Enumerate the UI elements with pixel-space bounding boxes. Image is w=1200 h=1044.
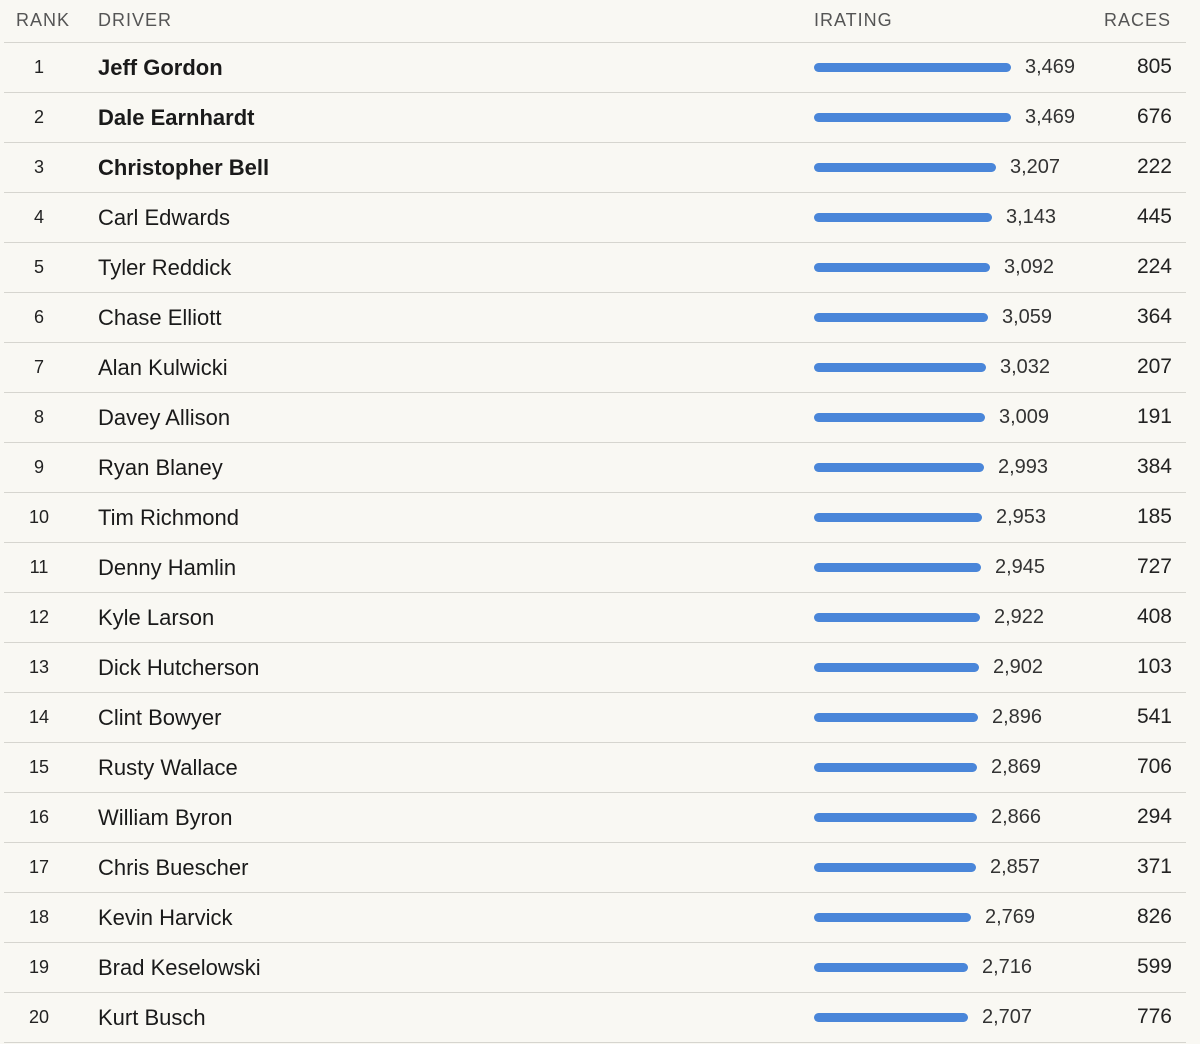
irating-value: 2,869 — [991, 756, 1042, 778]
driver-name[interactable]: William Byron — [98, 805, 233, 830]
irating-bar — [814, 363, 986, 372]
header-races[interactable]: RACES — [1103, 10, 1171, 30]
irating-bar — [814, 963, 968, 972]
table-row[interactable] — [4, 193, 1186, 243]
races-cell: 541 — [1136, 705, 1172, 728]
irating-bar — [814, 913, 971, 922]
races-cell: 408 — [1136, 605, 1172, 628]
table-row[interactable] — [4, 843, 1186, 893]
races-cell: 805 — [1136, 55, 1172, 78]
irating-bar — [814, 563, 981, 572]
rank-cell: 13 — [28, 657, 50, 677]
races-cell: 776 — [1136, 1005, 1172, 1028]
driver-name[interactable]: Kevin Harvick — [98, 905, 233, 930]
driver-name[interactable]: Chase Elliott — [98, 305, 222, 330]
irating-bar — [814, 263, 990, 272]
races-cell: 294 — [1136, 805, 1172, 828]
irating-value: 2,769 — [985, 906, 1036, 928]
irating-value: 3,059 — [1002, 306, 1053, 328]
races-cell: 599 — [1136, 955, 1172, 978]
header-rank[interactable]: RANK — [16, 10, 71, 30]
irating-bar — [814, 63, 1011, 72]
driver-name[interactable]: Brad Keselowski — [98, 955, 261, 980]
races-cell: 727 — [1136, 555, 1172, 578]
races-cell: 191 — [1136, 405, 1172, 428]
races-cell: 371 — [1136, 855, 1172, 878]
irating-bar — [814, 113, 1011, 122]
rank-cell: 11 — [29, 557, 49, 577]
driver-name[interactable]: Rusty Wallace — [98, 755, 238, 780]
driver-name[interactable]: Davey Allison — [98, 405, 231, 430]
table-row[interactable] — [4, 493, 1186, 543]
irating-bar — [814, 863, 976, 872]
header-irating[interactable]: IRATING — [814, 10, 893, 30]
races-cell: 185 — [1136, 505, 1172, 528]
table-row[interactable] — [4, 93, 1186, 143]
irating-bar — [814, 1013, 968, 1022]
table-row[interactable] — [4, 793, 1186, 843]
table-row[interactable] — [4, 293, 1186, 343]
table-row[interactable] — [4, 543, 1186, 593]
races-cell: 207 — [1136, 355, 1172, 378]
irating-value: 2,896 — [992, 706, 1043, 728]
driver-name[interactable]: Dale Earnhardt — [98, 105, 255, 130]
table-row[interactable] — [4, 643, 1186, 693]
rank-cell: 16 — [28, 807, 50, 827]
rank-cell: 20 — [28, 1007, 50, 1027]
driver-name[interactable]: Dick Hutcherson — [98, 655, 260, 680]
irating-bar — [814, 813, 977, 822]
table-row[interactable] — [4, 593, 1186, 643]
driver-name[interactable]: Tyler Reddick — [98, 255, 232, 280]
table-row[interactable] — [4, 893, 1186, 943]
rank-cell: 9 — [33, 457, 44, 477]
irating-bar — [814, 713, 978, 722]
irating-value: 2,857 — [990, 856, 1041, 878]
races-cell: 103 — [1136, 655, 1172, 678]
irating-value: 2,707 — [982, 1006, 1033, 1028]
irating-value: 2,993 — [998, 456, 1049, 478]
irating-value: 3,469 — [1025, 106, 1076, 128]
rank-cell: 5 — [33, 257, 44, 277]
irating-value: 3,092 — [1004, 256, 1055, 278]
races-cell: 384 — [1136, 455, 1172, 478]
rank-cell: 14 — [28, 707, 50, 727]
driver-name[interactable]: Denny Hamlin — [98, 555, 237, 580]
driver-name[interactable]: Kyle Larson — [98, 605, 215, 630]
driver-name[interactable]: Chris Buescher — [98, 855, 249, 880]
races-cell: 826 — [1136, 905, 1172, 928]
table-row[interactable] — [4, 693, 1186, 743]
races-cell: 676 — [1136, 105, 1172, 128]
races-cell: 706 — [1136, 755, 1172, 778]
races-cell: 364 — [1136, 305, 1172, 328]
irating-bar — [814, 613, 980, 622]
irating-bar — [814, 413, 985, 422]
irating-value: 3,469 — [1025, 56, 1076, 78]
irating-value: 2,945 — [995, 556, 1046, 578]
table-row[interactable] — [4, 443, 1186, 493]
rank-cell: 6 — [33, 307, 44, 327]
rank-cell: 10 — [28, 507, 50, 527]
driver-name[interactable]: Ryan Blaney — [98, 455, 223, 480]
irating-bar — [814, 163, 996, 172]
driver-name[interactable]: Carl Edwards — [98, 205, 231, 230]
table-body — [4, 43, 1186, 1043]
rank-cell: 4 — [33, 207, 44, 227]
rank-cell: 2 — [33, 107, 44, 127]
table-row[interactable] — [4, 143, 1186, 193]
driver-name[interactable]: Tim Richmond — [98, 505, 239, 530]
irating-value: 2,716 — [982, 956, 1033, 978]
driver-name[interactable]: Christopher Bell — [98, 155, 270, 180]
driver-name[interactable]: Kurt Busch — [98, 1005, 206, 1030]
irating-value: 3,032 — [1000, 356, 1051, 378]
irating-bar — [814, 463, 984, 472]
rank-cell: 7 — [33, 357, 44, 377]
table-header — [4, 0, 1186, 43]
irating-value: 2,953 — [996, 506, 1047, 528]
irating-value: 3,143 — [1006, 206, 1057, 228]
rank-cell: 15 — [28, 757, 50, 777]
rank-cell: 1 — [33, 57, 44, 77]
irating-bar — [814, 313, 988, 322]
driver-name[interactable]: Jeff Gordon — [98, 55, 223, 80]
table-row[interactable] — [4, 993, 1186, 1043]
rank-cell: 17 — [28, 857, 50, 877]
table-row[interactable] — [4, 343, 1186, 393]
irating-bar — [814, 513, 982, 522]
table-row[interactable] — [4, 43, 1186, 93]
driver-name[interactable]: Clint Bowyer — [98, 705, 222, 730]
races-cell: 224 — [1136, 255, 1172, 278]
rank-cell: 12 — [28, 607, 50, 627]
irating-value: 2,902 — [993, 656, 1044, 678]
irating-bar — [814, 213, 992, 222]
rank-cell: 3 — [33, 157, 44, 177]
irating-value: 2,866 — [991, 806, 1042, 828]
irating-value: 3,207 — [1010, 156, 1061, 178]
driver-name[interactable]: Alan Kulwicki — [98, 355, 228, 380]
races-cell: 222 — [1136, 155, 1172, 178]
rank-cell: 19 — [28, 957, 50, 977]
table-row[interactable] — [4, 243, 1186, 293]
races-cell: 445 — [1136, 205, 1172, 228]
table-row[interactable] — [4, 743, 1186, 793]
rank-cell: 18 — [28, 907, 50, 927]
table-row[interactable] — [4, 943, 1186, 993]
irating-bar — [814, 663, 979, 672]
irating-value: 3,009 — [999, 406, 1050, 428]
header-driver[interactable]: DRIVER — [98, 10, 173, 30]
irating-bar — [814, 763, 977, 772]
table-row[interactable] — [4, 393, 1186, 443]
rank-cell: 8 — [33, 407, 44, 427]
irating-value: 2,922 — [994, 606, 1045, 628]
